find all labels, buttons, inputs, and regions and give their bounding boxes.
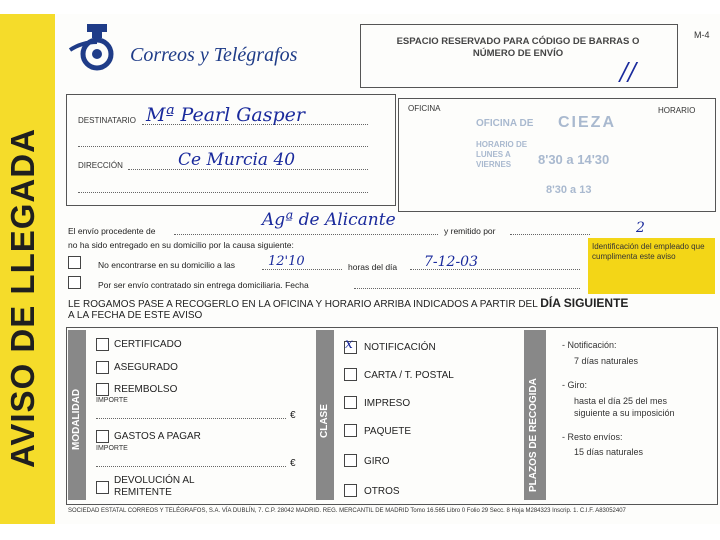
reembolso-label: REEMBOLSO [114,384,178,395]
stamp-schedule-time-2: 8'30 a 13 [546,184,592,196]
destinatario-value[interactable]: Mª Pearl Gasper [146,104,305,126]
plazo-resto-title: - Resto envíos: [562,432,623,442]
destinatario-label: DESTINATARIO [78,116,136,125]
plazo-notificacion-value: 7 días naturales [574,356,639,366]
remitido-line [510,234,590,235]
paquete-label: PAQUETE [364,426,412,437]
currency-1: € [290,410,296,421]
plazos-band-label: PLAZOS DE RECOGIDA [528,378,539,492]
otros-checkbox[interactable] [344,484,357,497]
pickup-notice [68,296,628,310]
devolucion-checkbox[interactable] [96,481,109,494]
gastos-checkbox[interactable] [96,430,109,443]
paquete-checkbox[interactable] [344,424,357,437]
servicio-contratado-checkbox[interactable] [68,276,81,289]
giro-label: GIRO [364,456,390,467]
pickup-notice-bold: DÍA SIGUIENTE [540,296,629,310]
hora-value[interactable]: 12'10 [268,254,305,269]
barcode-handwritten-mark: // [620,58,637,86]
importe-line-2 [96,466,286,467]
modalidad-band-label: MODALIDAD [71,388,82,450]
dia-value[interactable]: 7-12-03 [424,254,478,270]
servicio-contratado-label: Por ser envío contratado sin entrega domiciliaria. Fecha [98,280,309,290]
hora-line [262,269,342,270]
certificado-checkbox[interactable] [96,338,109,351]
oficina-label: OFICINA [408,104,441,113]
procedente-value[interactable]: Agª de Alicante [262,210,396,230]
notificacion-label: NOTIFICACIÓN [364,342,436,353]
procedente-label: El envío procedente de [68,226,156,236]
devolucion-label: DEVOLUCIÓN AL REMITENTE [114,475,195,498]
impreso-label: IMPRESO [364,398,411,409]
gastos-label: GASTOS A PAGAR [114,431,201,442]
plazo-giro-value: hasta el día 25 del mes siguiente a su imposición [574,396,675,418]
pickup-notice-text: LE ROGAMOS PASE A RECOGERLO EN LA OFICINA Y HORARIO ARRIBA INDICADOS A PARTIR DEL [68,299,538,310]
importe-label-2: IMPORTE [96,445,128,452]
otros-label: OTROS [364,486,400,497]
posthorn-crown-logo-icon [68,22,126,72]
employee-id-label: Identificación del empleado que cumplimenta este aviso [592,242,705,261]
currency-2: € [290,458,296,469]
company-name: Correos y Telégrafos [130,44,298,66]
giro-checkbox[interactable] [344,454,357,467]
no-encontrarse-checkbox[interactable] [68,256,81,269]
asegurado-label: ASEGURADO [114,362,178,373]
form-code: M-4 [694,30,710,40]
horario-label: HORARIO [658,106,696,115]
stamp-oficina-de: OFICINA DE [476,118,534,129]
stamp-city: CIEZA [558,114,616,131]
certificado-label: CERTIFICADO [114,339,182,350]
plazo-resto-value: 15 días naturales [574,447,644,457]
direccion-label: DIRECCIÓN [78,161,123,170]
destinatario-line-2 [78,146,368,147]
horas-del-dia-label: horas del día [348,262,398,272]
procedente-line [174,234,438,235]
direccion-value[interactable]: Ce Murcia 40 [178,150,296,170]
importe-line-1 [96,418,286,419]
clase-band-label: CLASE [319,404,330,438]
impreso-checkbox[interactable] [344,396,357,409]
barcode-label: ESPACIO RESERVADO PARA CÓDIGO DE BARRAS O NÚMERO DE ENVÍO [396,36,640,59]
no-encontrarse-label: No encontrarse en su domicilio a las [98,260,236,270]
importe-label-1: IMPORTE [96,397,128,404]
stamp-schedule-label: HORARIO DE LUNES A VIERNES [476,140,528,169]
legal-footer: SOCIEDAD ESTATAL CORREOS Y TELÉGRAFOS, S.A. VÍA DUBLÍN, 7. C.P. 28042 MADRID. REG. MERCANTIL DE MADRID Tomo 16.565 Libro 0 Folio 29 Secc. 8 Hoja M284323 Inscrip. 1. C.I.F. A83052407 [68,508,626,514]
plazo-notificacion-title: - Notificación: [562,340,617,350]
carta-label: CARTA / T. POSTAL [364,370,454,381]
plazo-giro-title: - Giro: [562,380,588,390]
pickup-notice-line2: A LA FECHA DE ESTE AVISO [68,310,203,321]
direccion-line-2 [78,192,368,193]
carta-checkbox[interactable] [344,368,357,381]
asegurado-checkbox[interactable] [96,361,109,374]
form-title-vertical: AVISO DE LLEGADA [4,128,41,468]
employee-number[interactable]: 2 [636,220,645,236]
stamp-schedule-time: 8'30 a 14'30 [538,152,610,167]
reembolso-checkbox[interactable] [96,383,109,396]
fecha-line [354,288,580,289]
reason-label: no ha sido entregado en su domicilio por la causa siguiente: [68,240,294,250]
remitido-label: y remitido por [444,226,496,236]
notificacion-checkmark: x [345,336,353,352]
